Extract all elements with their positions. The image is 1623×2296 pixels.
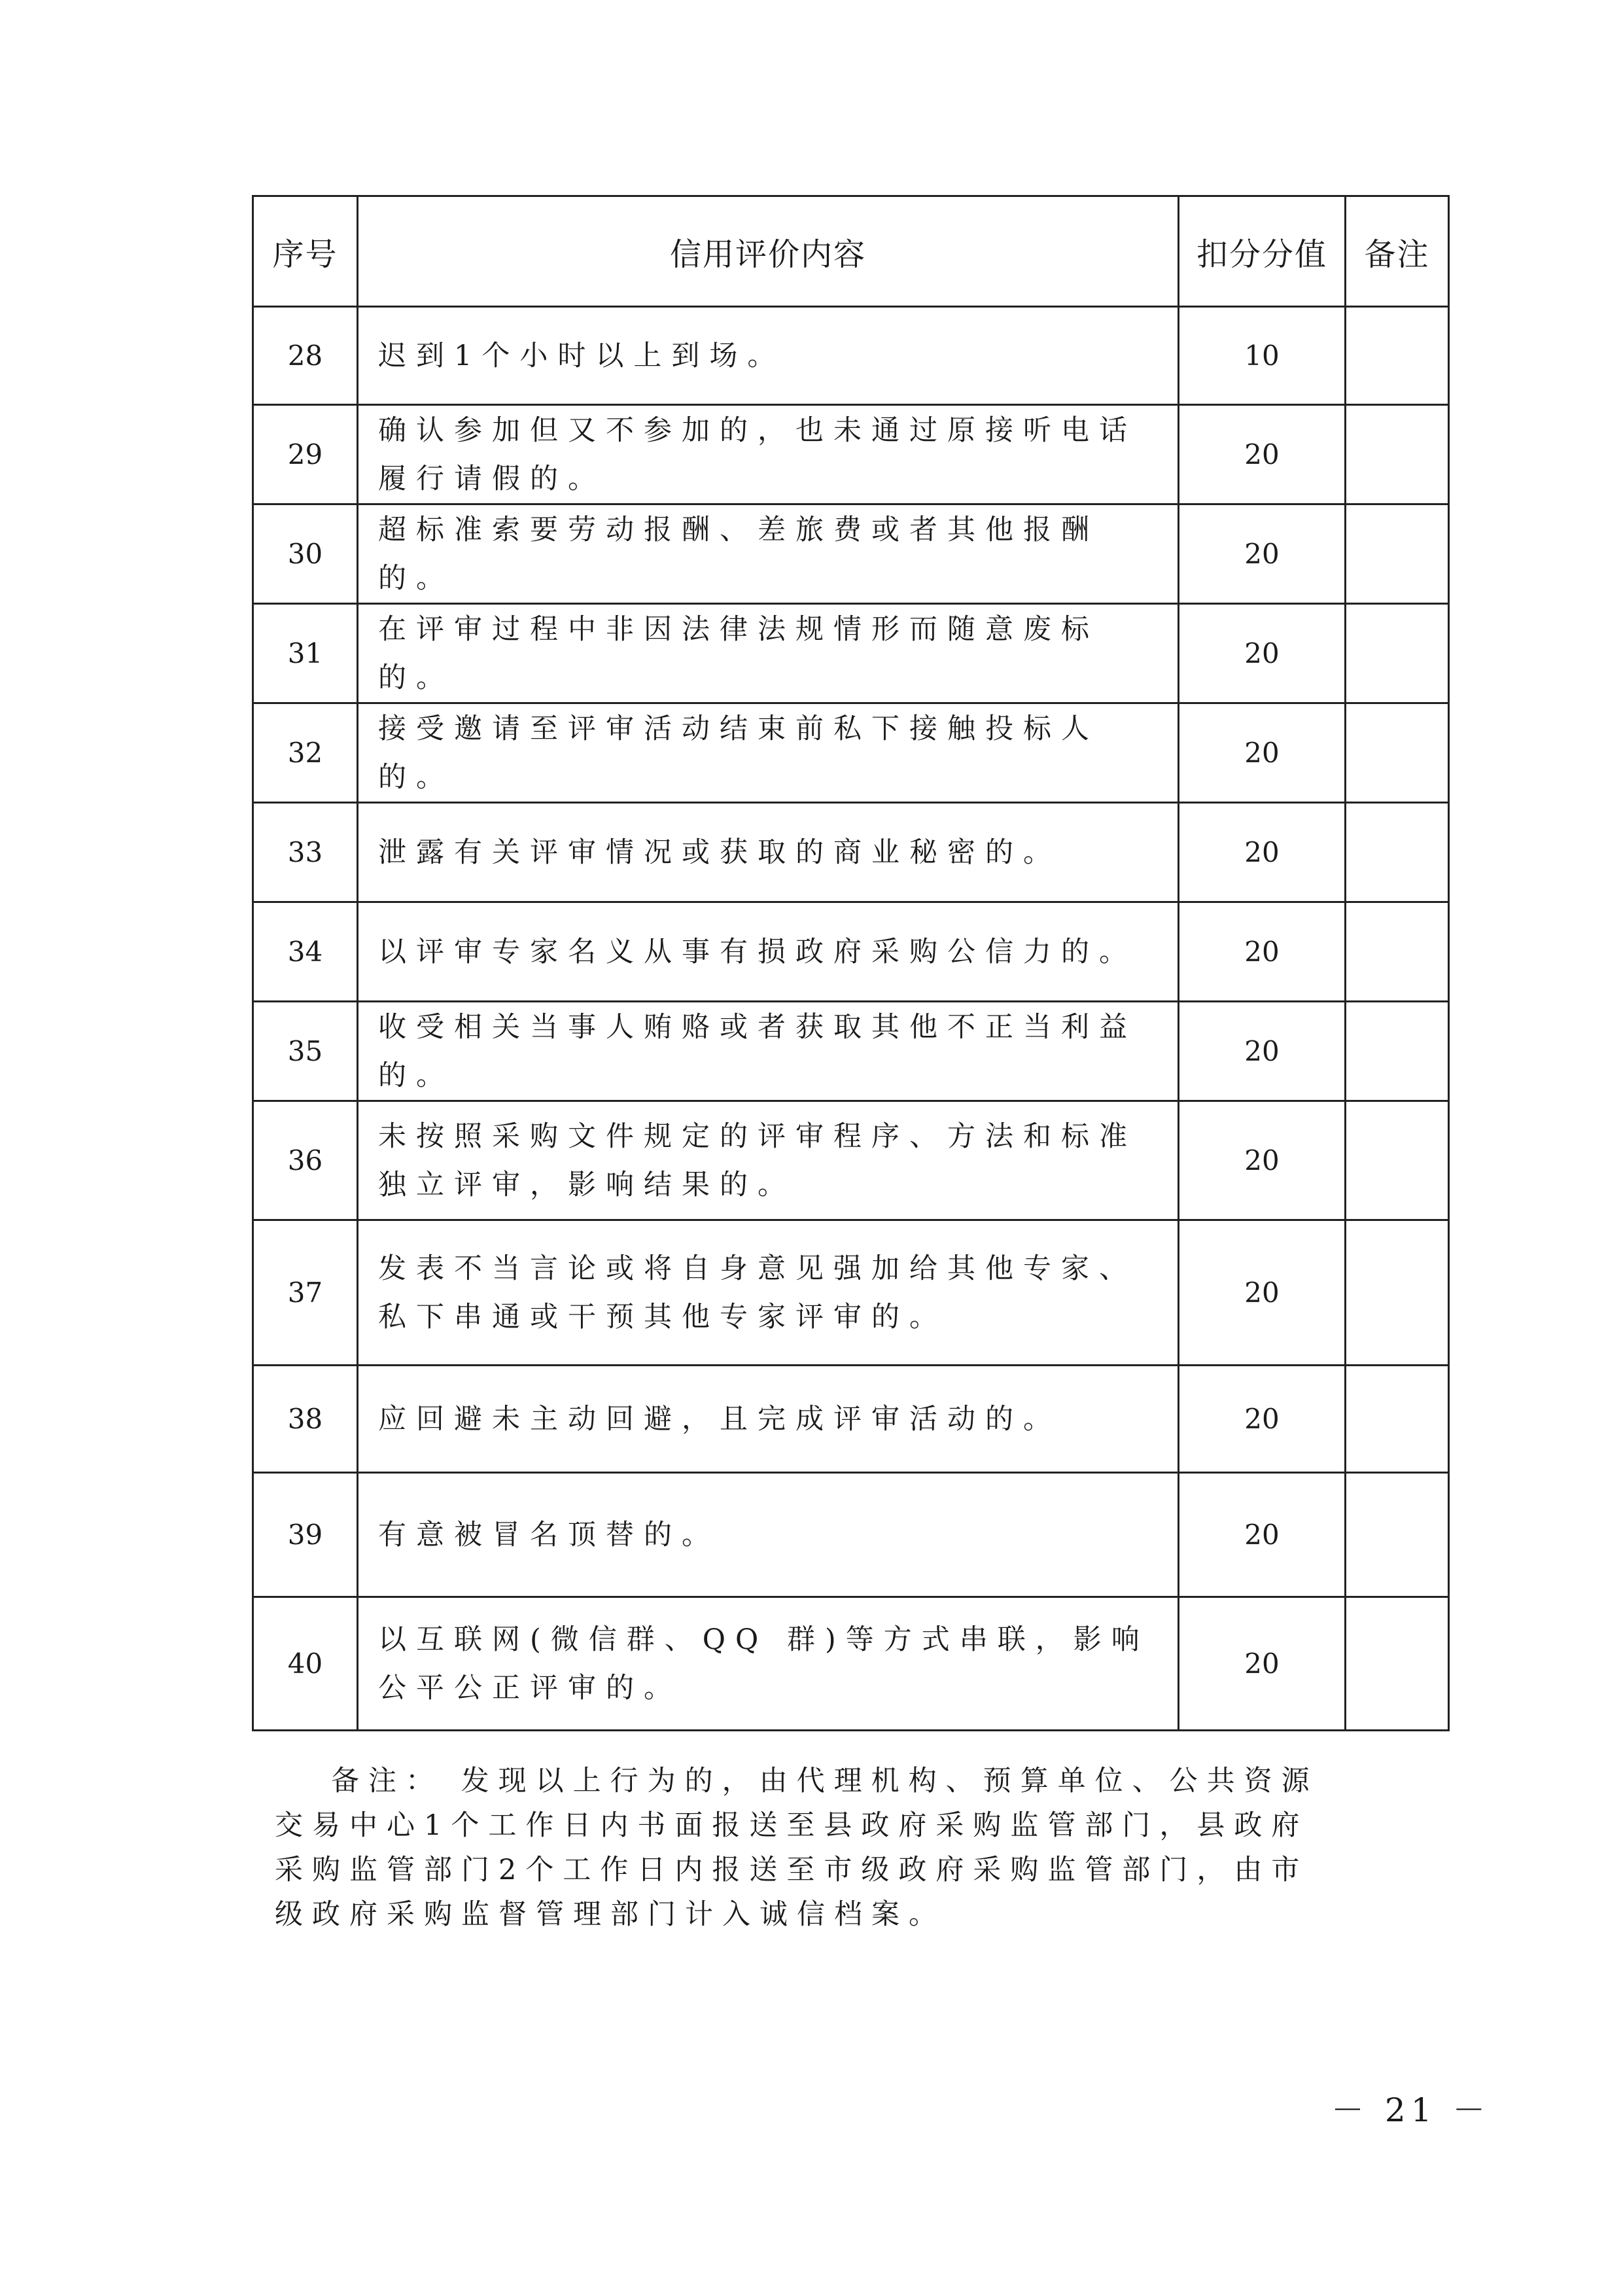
row-remarks: [1346, 504, 1449, 604]
row-deduction-score: 20: [1179, 405, 1346, 504]
row-serial-number: 30: [253, 504, 358, 604]
row-remarks: [1346, 1366, 1449, 1473]
row-remarks: [1346, 604, 1449, 703]
table-row: [253, 1597, 1449, 1731]
remarks-paragraph: 备注： 发现以上行为的，由代理机构、预算单位、公共资源交易中心1个工作日内书面报送至县政府采购监管部门，县政府采购监管部门2个工作日内报送至市级政府采购监管部门，由市级政府采购监督管理部门计入诚信档案。: [275, 1765, 1319, 1931]
header-deduction-score: 扣分分值: [1179, 196, 1346, 307]
row-remarks: [1346, 1002, 1449, 1101]
row-deduction-score: 20: [1179, 504, 1346, 604]
row-content: 发表不当言论或将自身意见强加给其他专家、私下串通或干预其他专家评审的。: [358, 1220, 1179, 1366]
row-content: 以互联网(微信群、QQ 群)等方式串联，影响公平公正评审的。: [358, 1597, 1179, 1731]
row-deduction-score: 10: [1179, 307, 1346, 405]
table-row: [253, 1220, 1449, 1366]
row-remarks: [1346, 803, 1449, 902]
table-row: [253, 1101, 1449, 1220]
table-row: [253, 703, 1449, 803]
row-remarks: [1346, 1597, 1449, 1731]
row-remarks: [1346, 307, 1449, 405]
row-content: 收受相关当事人贿赂或者获取其他不正当利益的。: [358, 1002, 1179, 1101]
header-serial-number: 序号: [253, 196, 358, 307]
row-deduction-score: 20: [1179, 1002, 1346, 1101]
row-deduction-score: 20: [1179, 1597, 1346, 1731]
credit-evaluation-table: [252, 195, 1450, 1731]
row-serial-number: 34: [253, 902, 358, 1002]
row-serial-number: 36: [253, 1101, 358, 1220]
row-content: 以评审专家名义从事有损政府采购公信力的。: [358, 902, 1179, 1002]
header-remarks: 备注: [1346, 196, 1449, 307]
row-serial-number: 40: [253, 1597, 358, 1731]
row-serial-number: 28: [253, 307, 358, 405]
row-deduction-score: 20: [1179, 1101, 1346, 1220]
row-serial-number: 39: [253, 1473, 358, 1597]
row-content: 确认参加但又不参加的，也未通过原接听电话履行请假的。: [358, 405, 1179, 504]
row-content: 迟到1个小时以上到场。: [358, 307, 1179, 405]
row-deduction-score: 20: [1179, 1220, 1346, 1366]
row-content: 应回避未主动回避，且完成评审活动的。: [358, 1366, 1179, 1473]
row-serial-number: 37: [253, 1220, 358, 1366]
table-row: [253, 1002, 1449, 1101]
row-content: 超标准索要劳动报酬、差旅费或者其他报酬的。: [358, 504, 1179, 604]
table-row: [253, 1473, 1449, 1597]
row-deduction-score: 20: [1179, 803, 1346, 902]
table-row: [253, 803, 1449, 902]
row-serial-number: 29: [253, 405, 358, 504]
row-content: 未按照采购文件规定的评审程序、方法和标准独立评审，影响结果的。: [358, 1101, 1179, 1220]
row-deduction-score: 20: [1179, 703, 1346, 803]
header-evaluation-content: 信用评价内容: [358, 196, 1179, 307]
table-row: [253, 604, 1449, 703]
row-remarks: [1346, 902, 1449, 1002]
row-deduction-score: 20: [1179, 1366, 1346, 1473]
row-content: 有意被冒名顶替的。: [358, 1473, 1179, 1597]
row-content: 泄露有关评审情况或获取的商业秘密的。: [358, 803, 1179, 902]
row-deduction-score: 20: [1179, 902, 1346, 1002]
row-deduction-score: 20: [1179, 1473, 1346, 1597]
table-header-row: [253, 196, 1449, 307]
table-row: [253, 504, 1449, 604]
row-serial-number: 33: [253, 803, 358, 902]
row-serial-number: 32: [253, 703, 358, 803]
row-serial-number: 31: [253, 604, 358, 703]
row-remarks: [1346, 1473, 1449, 1597]
row-serial-number: 38: [253, 1366, 358, 1473]
row-remarks: [1346, 1101, 1449, 1220]
row-remarks: [1346, 703, 1449, 803]
page-number: － 21 －: [1331, 2091, 1491, 2129]
row-remarks: [1346, 405, 1449, 504]
table-row: [253, 1366, 1449, 1473]
row-content: 在评审过程中非因法律法规情形而随意废标的。: [358, 604, 1179, 703]
row-deduction-score: 20: [1179, 604, 1346, 703]
row-serial-number: 35: [253, 1002, 358, 1101]
table-row: [253, 405, 1449, 504]
row-content: 接受邀请至评审活动结束前私下接触投标人的。: [358, 703, 1179, 803]
table-row: [253, 902, 1449, 1002]
table-row: [253, 307, 1449, 405]
row-remarks: [1346, 1220, 1449, 1366]
